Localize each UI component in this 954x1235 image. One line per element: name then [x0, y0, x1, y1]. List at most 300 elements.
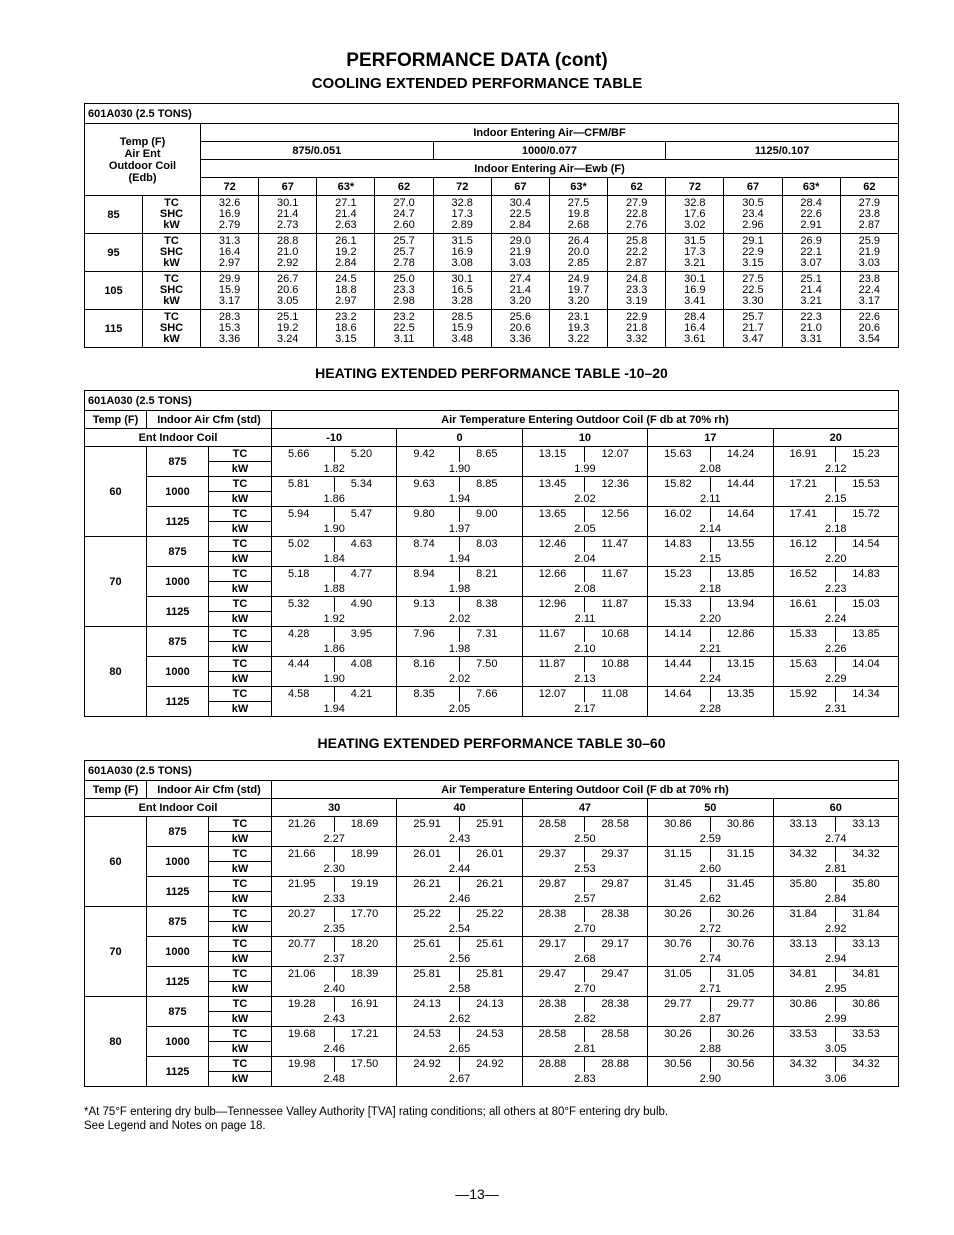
tc-value: 10.88 [585, 657, 648, 672]
outdoor-temp-cell: 115 [85, 310, 143, 348]
table-row [85, 877, 899, 892]
tc-label: TC [209, 817, 272, 832]
cell-value: 29.1 [742, 235, 764, 247]
kw-label: kW [209, 642, 272, 657]
tc-value: 29.17 [522, 937, 585, 952]
cell-value: 18.6 [335, 322, 357, 334]
kw-value: 2.43 [272, 1012, 397, 1027]
cell-value: 22.9 [625, 311, 648, 323]
cell-value: 2.68 [567, 219, 590, 231]
kw-value: 2.57 [522, 892, 647, 907]
kw-value: 1.94 [272, 702, 397, 717]
tc-value: 34.32 [773, 847, 836, 862]
row-label: SHC [159, 284, 184, 296]
value-cell [840, 196, 898, 234]
cfm-cell: 1000 [147, 1027, 209, 1057]
kw-value: 2.02 [522, 492, 647, 507]
table-row [85, 447, 899, 462]
cell-value: 3.20 [509, 295, 532, 307]
cell-value: 19.7 [567, 284, 590, 296]
tc-value: 9.42 [397, 447, 460, 462]
tc-value: 14.14 [648, 627, 711, 642]
heating-model-label: 601A030 (2.5 TONS) [85, 391, 899, 411]
corner-label-line: (Edb) [128, 171, 157, 184]
value-cell [491, 310, 549, 348]
kw-label: kW [209, 612, 272, 627]
tc-value: 8.16 [397, 657, 460, 672]
tc-value: 24.92 [460, 1057, 523, 1072]
ent-indoor-coil-header: Ent Indoor Coil [85, 429, 272, 447]
kw-value: 2.87 [648, 1012, 773, 1027]
tc-value: 15.63 [648, 447, 711, 462]
cell-value: 26.4 [567, 235, 590, 247]
ewb-value-header: 67 [724, 178, 782, 196]
cell-value: 3.21 [684, 257, 706, 269]
kw-value: 2.31 [773, 702, 899, 717]
cell-value: 22.9 [742, 246, 764, 258]
cfm-cell: 875 [147, 907, 209, 937]
kw-value: 1.82 [272, 462, 397, 477]
kw-value: 1.90 [272, 672, 397, 687]
kw-value: 2.46 [397, 892, 522, 907]
table-row [85, 1027, 899, 1042]
kw-value: 2.70 [522, 982, 647, 997]
cooling-corner-header [85, 124, 201, 196]
tc-value: 8.21 [460, 567, 523, 582]
kw-label: kW [209, 952, 272, 967]
indoor-temp-cell: 70 [85, 907, 147, 997]
tc-value: 29.37 [522, 847, 585, 862]
kw-value: 2.27 [272, 832, 397, 847]
tc-value: 19.19 [334, 877, 397, 892]
tc-value: 31.15 [710, 847, 773, 862]
cell-value: 3.15 [742, 257, 764, 269]
kw-value: 2.71 [648, 982, 773, 997]
cell-value: 16.5 [451, 284, 473, 296]
tc-value: 33.53 [773, 1027, 836, 1042]
cell-value: 27.0 [393, 197, 415, 209]
tc-value: 12.96 [522, 597, 585, 612]
cell-value: 28.8 [277, 235, 299, 247]
tc-value: 8.94 [397, 567, 460, 582]
kw-label: kW [209, 832, 272, 847]
cell-value: 25.6 [509, 311, 532, 323]
kw-value: 2.90 [648, 1072, 773, 1087]
cell-value: 16.4 [218, 246, 241, 258]
tc-value: 29.37 [585, 847, 648, 862]
cell-value: 29.9 [218, 273, 241, 285]
cell-value: 20.6 [277, 284, 299, 296]
tc-value: 5.66 [272, 447, 335, 462]
cell-value: 21.4 [800, 284, 822, 296]
cell-value: 15.3 [218, 322, 241, 334]
tc-value: 9.13 [397, 597, 460, 612]
row-labels-cell [143, 272, 201, 310]
cfm-cell: 1125 [147, 687, 209, 717]
tc-value: 15.82 [648, 477, 711, 492]
tc-value: 17.70 [334, 907, 397, 922]
kw-value: 2.95 [773, 982, 899, 997]
outdoor-temp-cell: 95 [85, 234, 143, 272]
row-label: SHC [159, 322, 184, 334]
indoor-temp-cell: 70 [85, 537, 147, 627]
kw-value: 2.11 [522, 612, 647, 627]
footnote-tva: *At 75°F entering dry bulb—Tennessee Valley Authority [TVA] rating conditions; all others at 80°F entering dry bulb. [84, 1106, 669, 1118]
tc-label: TC [209, 1057, 272, 1072]
cell-value: 3.47 [742, 333, 764, 345]
cfm-group-header: 1125/0.107 [666, 142, 899, 160]
row-labels-cell [143, 196, 201, 234]
cell-value: 30.1 [277, 197, 299, 209]
cfm-cell: 1000 [147, 847, 209, 877]
kw-value: 2.62 [397, 1012, 522, 1027]
tc-value: 28.88 [522, 1057, 585, 1072]
tc-value: 12.86 [710, 627, 773, 642]
air-temp-header: Air Temperature Entering Outdoor Coil (F db at 70% rh) [272, 781, 899, 799]
tc-value: 4.44 [272, 657, 335, 672]
tc-value: 30.26 [710, 907, 773, 922]
tc-value: 34.81 [836, 967, 899, 982]
ewb-value-header: 63* [317, 178, 375, 196]
kw-value: 2.58 [397, 982, 522, 997]
kw-value: 2.59 [648, 832, 773, 847]
heating-model-label: 601A030 (2.5 TONS) [85, 761, 899, 781]
tc-value: 25.81 [460, 967, 523, 982]
kw-value: 2.10 [522, 642, 647, 657]
cell-value: 23.2 [393, 311, 415, 323]
value-cell [724, 310, 782, 348]
kw-value: 2.72 [648, 922, 773, 937]
kw-value: 2.94 [773, 952, 899, 967]
tc-value: 11.47 [585, 537, 648, 552]
tc-value: 17.21 [334, 1027, 397, 1042]
tc-value: 13.85 [836, 627, 899, 642]
tc-value: 4.21 [334, 687, 397, 702]
tc-value: 30.76 [648, 937, 711, 952]
cell-value: 3.19 [625, 295, 648, 307]
tc-value: 28.38 [522, 997, 585, 1012]
cfm-cell: 875 [147, 997, 209, 1027]
cfm-cell: 1125 [147, 507, 209, 537]
kw-value: 2.68 [522, 952, 647, 967]
cell-value: 3.28 [451, 295, 473, 307]
tc-value: 34.81 [773, 967, 836, 982]
cell-value: 17.3 [684, 246, 706, 258]
cell-value: 3.54 [858, 333, 881, 345]
kw-value: 2.33 [272, 892, 397, 907]
cell-value: 19.2 [335, 246, 357, 258]
tc-value: 33.13 [773, 817, 836, 832]
tc-value: 4.28 [272, 627, 335, 642]
kw-value: 3.05 [773, 1042, 899, 1057]
tc-value: 33.13 [773, 937, 836, 952]
row-label: kW [163, 219, 180, 231]
kw-label: kW [209, 552, 272, 567]
tc-value: 29.17 [585, 937, 648, 952]
tc-value: 11.67 [585, 567, 648, 582]
cell-value: 25.9 [858, 235, 881, 247]
tc-value: 13.85 [710, 567, 773, 582]
value-cell [608, 272, 666, 310]
tc-value: 20.77 [272, 937, 335, 952]
value-cell [666, 234, 724, 272]
kw-value: 2.46 [272, 1042, 397, 1057]
cfm-cell: 1125 [147, 1057, 209, 1087]
indoor-temp-cell: 80 [85, 997, 147, 1087]
value-cell [549, 272, 607, 310]
tc-value: 21.06 [272, 967, 335, 982]
value-cell [259, 272, 317, 310]
cell-value: 23.4 [742, 208, 764, 220]
kw-value: 2.54 [397, 922, 522, 937]
cell-value: 31.3 [218, 235, 241, 247]
cell-value: 16.9 [451, 246, 473, 258]
value-cell [491, 234, 549, 272]
tc-value: 20.27 [272, 907, 335, 922]
tc-value: 5.94 [272, 507, 335, 522]
value-cell [840, 234, 898, 272]
cell-value: 20.0 [567, 246, 590, 258]
tc-value: 30.86 [648, 817, 711, 832]
tc-value: 16.91 [334, 997, 397, 1012]
tc-value: 33.53 [836, 1027, 899, 1042]
tc-value: 13.15 [522, 447, 585, 462]
tc-value: 12.66 [522, 567, 585, 582]
tc-value: 18.99 [334, 847, 397, 862]
cell-value: 23.2 [335, 311, 357, 323]
tc-value: 35.80 [836, 877, 899, 892]
tc-value: 7.96 [397, 627, 460, 642]
kw-value: 1.97 [397, 522, 522, 537]
kw-value: 2.17 [522, 702, 647, 717]
indoor-temp-cell: 60 [85, 817, 147, 907]
temp-header: Temp (F) [85, 781, 147, 799]
cell-value: 3.48 [451, 333, 473, 345]
kw-value: 2.20 [648, 612, 773, 627]
tc-value: 33.13 [836, 937, 899, 952]
tc-value: 11.67 [522, 627, 585, 642]
row-label: TC [164, 235, 179, 247]
cell-value: 26.1 [335, 235, 357, 247]
tc-value: 28.38 [585, 907, 648, 922]
cell-value: 2.63 [335, 219, 357, 231]
value-cell [317, 196, 375, 234]
kw-value: 2.18 [648, 582, 773, 597]
kw-value: 2.20 [773, 552, 899, 567]
cell-value: 21.7 [742, 322, 764, 334]
tc-value: 7.66 [460, 687, 523, 702]
outdoor-temp-header: 40 [397, 799, 522, 817]
outdoor-temp-header: 50 [648, 799, 773, 817]
temp-header: Temp (F) [85, 411, 147, 429]
value-cell [433, 234, 491, 272]
outdoor-temp-header: -10 [272, 429, 397, 447]
cell-value: 27.5 [567, 197, 590, 209]
tc-value: 31.05 [710, 967, 773, 982]
cell-value: 27.9 [625, 197, 648, 209]
kw-value: 2.21 [648, 642, 773, 657]
cfm-cell: 875 [147, 817, 209, 847]
cfm-cell: 1125 [147, 877, 209, 907]
cell-value: 3.17 [858, 295, 881, 307]
tc-value: 26.01 [460, 847, 523, 862]
cell-value: 21.0 [800, 322, 822, 334]
cell-value: 21.4 [335, 208, 357, 220]
tc-value: 24.13 [460, 997, 523, 1012]
value-cell [375, 234, 433, 272]
cell-value: 15.9 [451, 322, 473, 334]
outdoor-temp-cell: 105 [85, 272, 143, 310]
tc-value: 15.23 [836, 447, 899, 462]
air-temp-header: Air Temperature Entering Outdoor Coil (F db at 70% rh) [272, 411, 899, 429]
cell-value: 22.1 [800, 246, 822, 258]
outdoor-temp-header: 10 [522, 429, 647, 447]
tc-value: 30.56 [710, 1057, 773, 1072]
indoor-temp-cell: 80 [85, 627, 147, 717]
kw-label: kW [209, 462, 272, 477]
kw-value: 2.70 [522, 922, 647, 937]
value-cell [724, 234, 782, 272]
tc-label: TC [209, 447, 272, 462]
table-row [85, 597, 899, 612]
kw-value: 2.92 [773, 922, 899, 937]
cell-value: 2.89 [451, 219, 473, 231]
kw-value: 2.53 [522, 862, 647, 877]
table-row [85, 997, 899, 1012]
value-cell [201, 196, 259, 234]
kw-value: 1.98 [397, 582, 522, 597]
cell-value: 2.87 [858, 219, 881, 231]
ewb-value-header: 62 [840, 178, 898, 196]
tc-value: 9.00 [460, 507, 523, 522]
tc-value: 24.92 [397, 1057, 460, 1072]
cell-value: 24.5 [335, 273, 357, 285]
kw-value: 2.24 [648, 672, 773, 687]
tc-value: 29.47 [522, 967, 585, 982]
tc-label: TC [209, 1027, 272, 1042]
table-row [85, 567, 899, 582]
tc-label: TC [209, 847, 272, 862]
tc-value: 13.65 [522, 507, 585, 522]
tc-value: 11.87 [585, 597, 648, 612]
value-cell [840, 310, 898, 348]
cell-value: 27.1 [335, 197, 357, 209]
kw-value: 1.90 [397, 462, 522, 477]
cell-value: 23.8 [858, 273, 881, 285]
value-cell [433, 196, 491, 234]
kw-value: 2.12 [773, 462, 899, 477]
cell-value: 25.7 [742, 311, 764, 323]
cell-value: 30.1 [684, 273, 706, 285]
kw-value: 2.02 [397, 612, 522, 627]
row-label: SHC [159, 246, 184, 258]
tc-value: 16.91 [773, 447, 836, 462]
cell-value: 17.3 [451, 208, 473, 220]
kw-value: 2.15 [648, 552, 773, 567]
outdoor-temp-header: 0 [397, 429, 522, 447]
kw-value: 1.86 [272, 492, 397, 507]
tc-value: 34.32 [836, 847, 899, 862]
tc-value: 24.53 [397, 1027, 460, 1042]
cfm-group-header: 875/0.051 [201, 142, 434, 160]
cell-value: 2.84 [509, 219, 532, 231]
value-cell [491, 196, 549, 234]
tc-value: 16.12 [773, 537, 836, 552]
tc-value: 30.86 [836, 997, 899, 1012]
tc-value: 15.92 [773, 687, 836, 702]
tc-value: 30.56 [648, 1057, 711, 1072]
kw-value: 2.44 [397, 862, 522, 877]
indoor-temp-cell: 60 [85, 447, 147, 537]
kw-label: kW [209, 1042, 272, 1057]
tc-value: 28.38 [522, 907, 585, 922]
cell-value: 2.96 [742, 219, 764, 231]
cell-value: 22.3 [800, 311, 822, 323]
tc-label: TC [209, 567, 272, 582]
cell-value: 15.9 [218, 284, 241, 296]
cell-value: 23.1 [567, 311, 590, 323]
tc-value: 28.58 [585, 817, 648, 832]
tc-value: 11.08 [585, 687, 648, 702]
outdoor-temp-cell: 85 [85, 196, 143, 234]
tc-value: 35.80 [773, 877, 836, 892]
value-cell [840, 272, 898, 310]
cell-value: 2.78 [393, 257, 415, 269]
tc-value: 26.01 [397, 847, 460, 862]
value-cell [201, 310, 259, 348]
table-row [85, 507, 899, 522]
kw-value: 2.56 [397, 952, 522, 967]
cell-value: 16.9 [684, 284, 706, 296]
cell-value: 22.6 [800, 208, 822, 220]
page-title: PERFORMANCE DATA (cont) [346, 50, 608, 71]
kw-value: 2.28 [648, 702, 773, 717]
kw-value: 2.81 [773, 862, 899, 877]
tc-value: 19.68 [272, 1027, 335, 1042]
cell-value: 21.4 [277, 208, 299, 220]
value-cell [433, 310, 491, 348]
tc-value: 14.64 [648, 687, 711, 702]
table-row [85, 657, 899, 672]
cell-value: 20.6 [509, 322, 532, 334]
tc-value: 11.87 [522, 657, 585, 672]
cfm-cell: 875 [147, 627, 209, 657]
tc-value: 28.88 [585, 1057, 648, 1072]
cell-value: 29.0 [509, 235, 532, 247]
value-cell [317, 234, 375, 272]
tc-value: 28.58 [522, 1027, 585, 1042]
cell-value: 2.91 [800, 219, 822, 231]
outdoor-temp-header: 17 [648, 429, 773, 447]
cell-value: 3.11 [393, 333, 415, 345]
tc-value: 28.58 [522, 817, 585, 832]
value-cell [608, 234, 666, 272]
cell-value: 3.05 [277, 295, 299, 307]
kw-value: 2.88 [648, 1042, 773, 1057]
cell-value: 27.5 [742, 273, 764, 285]
cell-value: 3.24 [277, 333, 299, 345]
kw-value: 2.35 [272, 922, 397, 937]
kw-label: kW [209, 982, 272, 997]
value-cell [666, 196, 724, 234]
page-number: —13— [455, 1186, 499, 1202]
kw-value: 2.74 [648, 952, 773, 967]
kw-label: kW [209, 1072, 272, 1087]
cell-value: 28.3 [218, 311, 241, 323]
corner-label-line: Temp (F) [119, 135, 166, 148]
table-row [85, 627, 899, 642]
cell-value: 3.02 [684, 219, 706, 231]
